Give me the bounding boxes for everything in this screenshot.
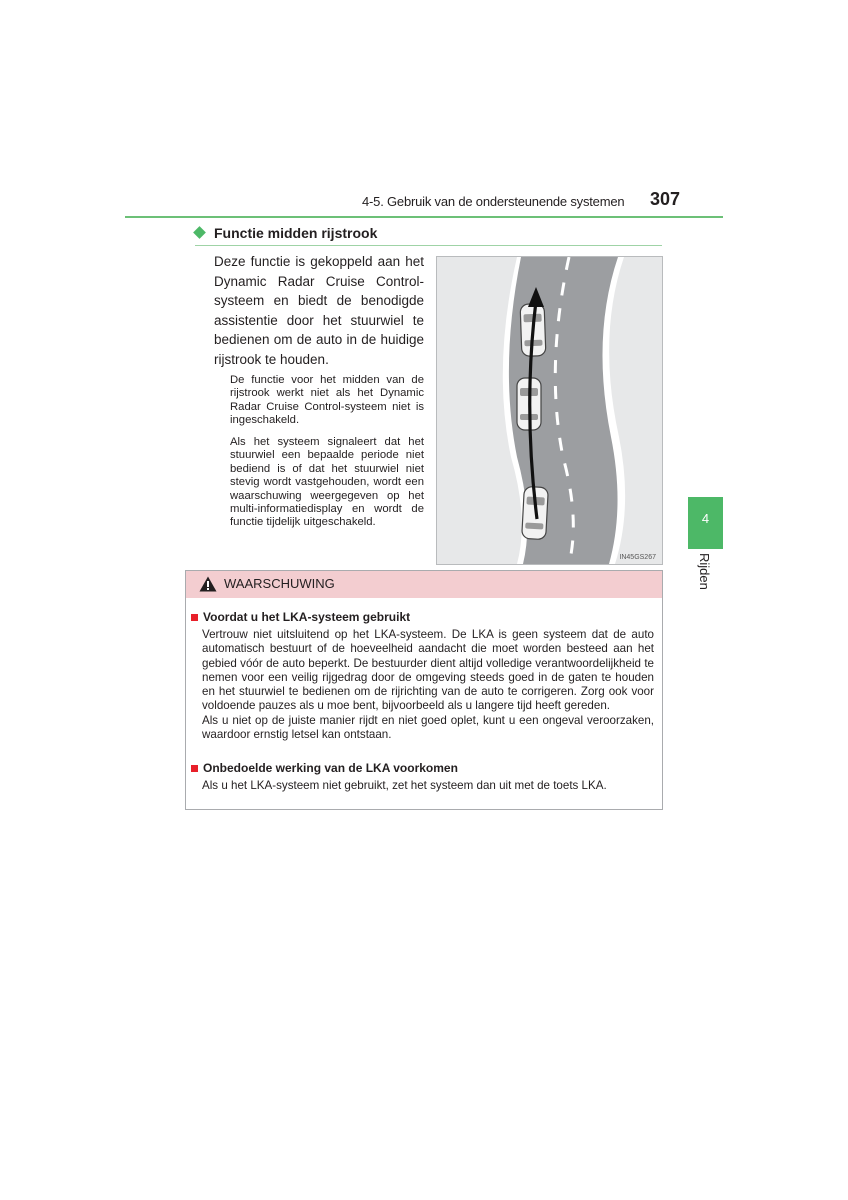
lane-center-illustration <box>436 256 663 565</box>
note-paragraph-2: Als het systeem signaleert dat het stuurwiel een bepaalde periode niet bediend is of dat het stuurwiel niet stevig wordt vastgehouden, wordt een waarschuwing weergegeven op het multi-informatiedisplay en wordt de functie tijdelijk uitgeschakeld. <box>230 436 424 529</box>
page-number: 307 <box>650 189 681 209</box>
chapter-tab[interactable] <box>688 497 723 549</box>
note-paragraph-1: De functie voor het midden van de rijstrook werkt niet als het Dynamic Radar Cruise Control-systeem niet is ingeschakeld. <box>230 374 424 427</box>
warning-paragraph: Als u niet op de juiste manier rijdt en niet goed oplet, kunt u een ongeval veroorzaken, waardoor ernstig letsel kan ontstaan. <box>202 713 654 742</box>
road-diagram <box>437 257 662 564</box>
warning-triangle-icon <box>199 576 217 592</box>
warning-header <box>186 571 662 598</box>
section-divider <box>195 245 662 246</box>
diamond-icon <box>193 226 206 239</box>
intro-paragraph: Deze functie is gekoppeld aan het Dynamic Radar Cruise Control-systeem en biedt de benodigde assistentie door het stuurwiel te bedienen om de auto in de huidige rijstrook te houden. <box>214 254 424 367</box>
header-divider <box>125 216 723 218</box>
figure-code: IN45GS267 <box>619 554 656 561</box>
running-header-section: 4-5. Gebruik van de ondersteunende systemen <box>362 194 625 209</box>
section-title: Functie midden rijstrook <box>214 225 378 241</box>
warning-box <box>185 570 663 810</box>
square-bullet-icon <box>191 614 198 621</box>
square-bullet-icon <box>191 765 198 772</box>
warning-text-2 <box>202 779 654 793</box>
warning-title: WAARSCHUWING <box>224 576 335 591</box>
chapter-number: 4 <box>701 511 710 526</box>
warning-paragraph: Vertrouw niet uitsluitend op het LKA-systeem. De LKA is geen systeem dat de auto automatisch bestuurt of de hoeveelheid aandacht die moet worden besteed aan het gebied vóór de auto beperkt. De bestuurder dient altijd volledige verantwoordelijkheid te nemen voor een veilig rijgedrag door de omgeving steeds goed in de gaten te houden en het stuurwiel te bedienen om de rijrichting van de auto te corrigeren. Zorg ook voor voldoende pauzes als u moe bent, bijvoorbeeld als u langere tijd heeft gereden. <box>202 628 654 713</box>
warning-subheading-2: Onbedoelde werking van de LKA voorkomen <box>203 761 458 775</box>
warning-subheading-1: Voordat u het LKA-systeem gebruikt <box>203 610 411 624</box>
chapter-label: Rijden <box>697 553 712 590</box>
warning-text-1 <box>202 628 654 742</box>
warning-paragraph: Als u het LKA-systeem niet gebruikt, zet het systeem dan uit met de toets LKA. <box>202 779 607 792</box>
